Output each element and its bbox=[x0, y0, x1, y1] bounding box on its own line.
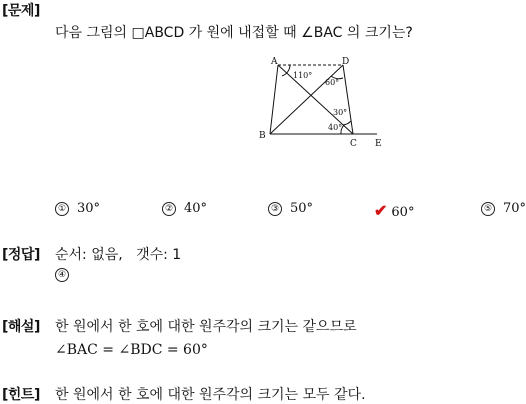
choice-3-text: 50° bbox=[290, 201, 314, 216]
choice-1[interactable] bbox=[55, 201, 100, 216]
hint-text: 한 원에서 한 호에 대한 원주각의 크기는 모두 같다. bbox=[55, 387, 366, 403]
choice-2-text: 40° bbox=[184, 201, 208, 216]
angle-label-40: 40° bbox=[328, 123, 343, 132]
explanation-label: [해설] bbox=[2, 319, 40, 335]
angle-label-60: 60° bbox=[325, 78, 340, 87]
question-text: 다음 그림의 □ABCD 가 원에 내접할 때 ∠BAC 의 크기는? bbox=[55, 25, 413, 41]
choice-2-number: ② bbox=[162, 202, 176, 216]
choices-row bbox=[0, 201, 526, 221]
choice-4-text: 60° bbox=[391, 205, 415, 220]
explanation-line-2: ∠BAC = ∠BDC = 60° bbox=[55, 342, 208, 358]
choice-3-number: ③ bbox=[268, 202, 282, 216]
geometry-figure bbox=[255, 55, 395, 150]
angle-label-110: 110° bbox=[293, 71, 313, 80]
answer-summary: 순서: 없음, 갯수: 1 bbox=[55, 247, 182, 263]
point-c-label: C bbox=[350, 139, 357, 149]
choice-4[interactable] bbox=[374, 201, 414, 220]
choice-3[interactable] bbox=[268, 201, 313, 216]
point-e-label: E bbox=[375, 139, 382, 149]
choice-1-number: ① bbox=[55, 202, 69, 216]
point-d-label: D bbox=[342, 57, 350, 67]
angle-arc-c bbox=[343, 121, 351, 125]
hint-label: [힌트] bbox=[2, 387, 40, 403]
checkmark-icon: ✔ bbox=[374, 201, 388, 220]
angle-label-30: 30° bbox=[333, 108, 348, 117]
explanation-line-1: 한 원에서 한 호에 대한 원주각의 크기는 같으므로 bbox=[55, 319, 357, 335]
problem-label: [문제] bbox=[2, 3, 40, 19]
point-a-label: A bbox=[271, 57, 278, 67]
answer-number: ④ bbox=[55, 268, 69, 282]
choice-5-text: 70° bbox=[503, 201, 526, 216]
choice-5-number: ⑤ bbox=[481, 202, 495, 216]
choice-1-text: 30° bbox=[77, 201, 101, 216]
segment-ab bbox=[270, 65, 278, 134]
choice-5[interactable] bbox=[481, 201, 526, 216]
choice-2[interactable] bbox=[162, 201, 207, 216]
answer-label: [정답] bbox=[2, 247, 40, 263]
point-b-label: B bbox=[259, 131, 266, 141]
